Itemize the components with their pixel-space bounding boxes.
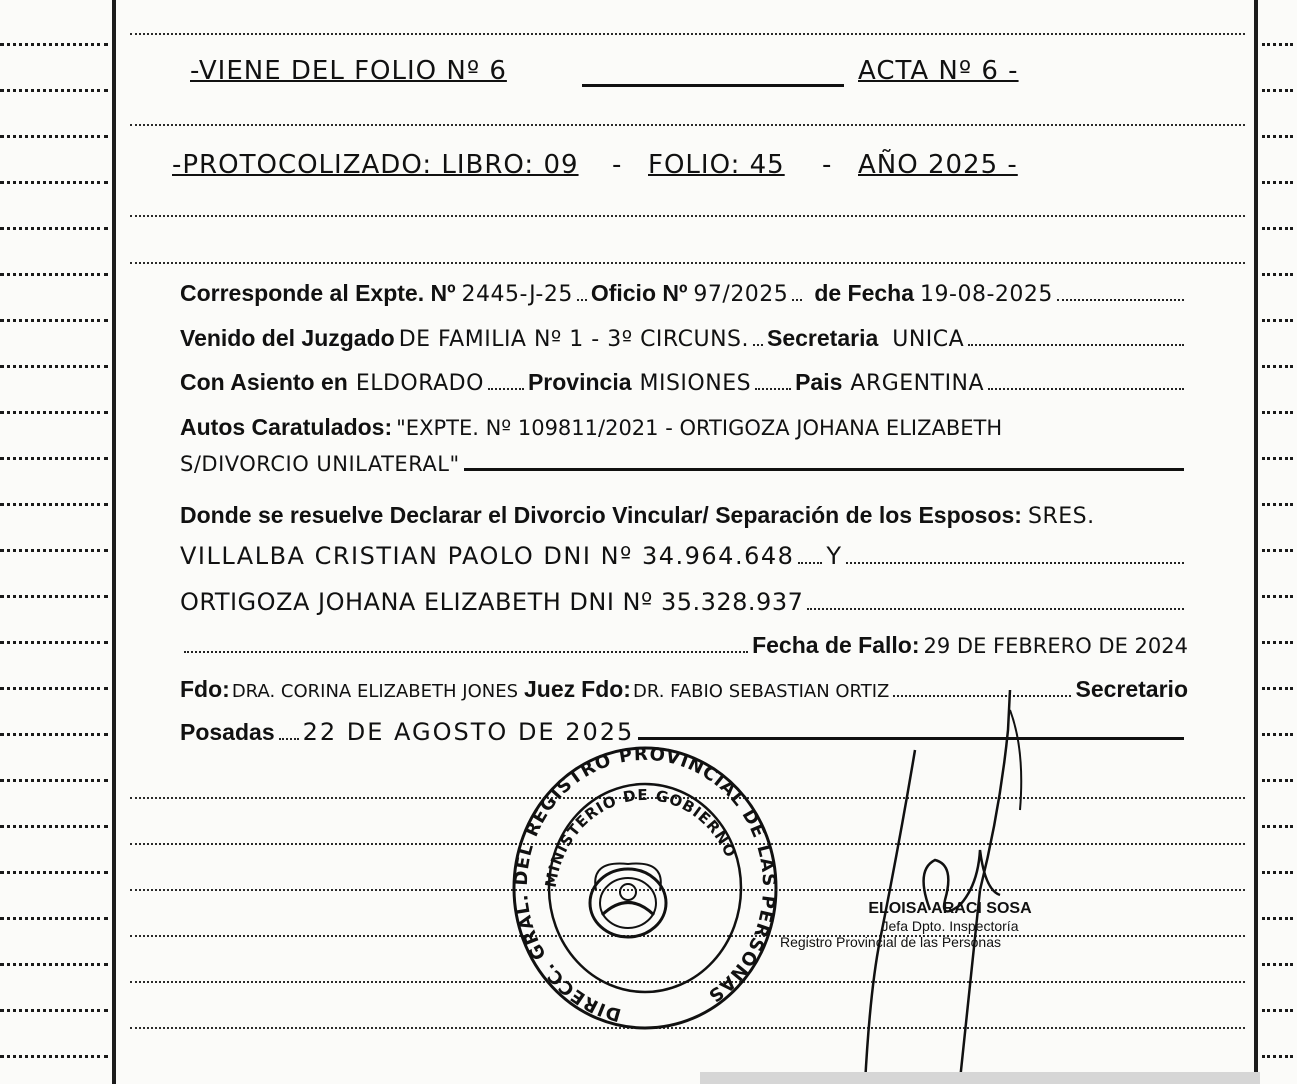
fdo2-label: Fdo: xyxy=(581,676,631,702)
esposo-2-value: ORTIGOZA JOHANA ELIZABETH DNI Nº 35.328.937 xyxy=(180,588,804,616)
handwritten-signature xyxy=(860,690,1060,1084)
protocolizado-libro: -PROTOCOLIZADO: LIBRO: 09 xyxy=(172,150,579,180)
fecha-label: de Fecha xyxy=(814,280,915,306)
seal-inner-text: MINISTERIO DE GOBIERNO xyxy=(541,785,740,889)
form-line-autos-cont xyxy=(180,452,1188,477)
left-margin-dotted-lines xyxy=(0,0,112,1084)
pais-label: Pais xyxy=(795,369,843,395)
provincia-label: Provincia xyxy=(527,369,632,395)
venido-label: Venido del Juzgado xyxy=(180,325,395,351)
official-name: ELOISA ARACI SOSA xyxy=(868,900,1032,917)
official-title-2: Registro Provincial de las Personas xyxy=(780,934,1001,950)
y-value: Y xyxy=(826,542,842,570)
pais-value: ARGENTINA xyxy=(850,371,985,396)
form-line-fallo xyxy=(180,632,1188,659)
fallo-label: Fecha de Fallo: xyxy=(752,632,920,658)
fallo-value: 29 DE FEBRERO DE 2024 xyxy=(923,634,1188,658)
secretaria-value: UNICA xyxy=(892,327,965,352)
header-separator: - xyxy=(822,150,833,180)
donde-label: Donde se resuelve Declarar el Divorcio Vincular/ Separación de los Esposos: xyxy=(180,502,1022,528)
corresponde-label: Corresponde al Expte. Nº xyxy=(180,280,456,306)
juez-label: Juez xyxy=(524,676,576,702)
autos-label: Autos Caratulados: xyxy=(180,414,393,440)
official-title-1: Jefa Dpto. Inspectoría xyxy=(881,918,1019,934)
juez-value: DRA. CORINA ELIZABETH JONES xyxy=(231,681,519,702)
seal-outer-text: DIRECC. GRAL. DEL REGISTRO PROVINCIAL DE LAS PERSONAS xyxy=(510,743,780,1026)
form-line-expediente xyxy=(180,280,1188,307)
asiento-value: ELDORADO xyxy=(355,371,484,396)
secretaria-label: Secretaria xyxy=(767,325,879,351)
form-line-esposo-1 xyxy=(180,542,1188,570)
secretario-label: Secretario xyxy=(1075,676,1188,702)
form-line-autos xyxy=(180,414,1188,441)
asiento-label: Con Asiento en xyxy=(180,369,348,395)
form-line-esposo-2 xyxy=(180,588,1188,616)
form-line-asiento xyxy=(180,369,1188,396)
coat-of-arms-icon xyxy=(590,864,666,937)
provincia-value: MISIONES xyxy=(639,371,752,396)
header-rule xyxy=(582,84,844,87)
esposo-1-value: VILLALBA CRISTIAN PAOLO DNI Nº 34.964.648 xyxy=(180,542,795,570)
right-margin-rule xyxy=(1254,0,1258,1084)
official-stamp xyxy=(780,900,1080,950)
left-margin-rule xyxy=(112,0,116,1084)
juzgado-value: DE FAMILIA Nº 1 - 3º CIRCUNS. xyxy=(398,327,749,352)
oficio-label: Oficio Nº xyxy=(590,280,688,306)
header-separator: - xyxy=(612,150,623,180)
form-line-juzgado xyxy=(180,325,1188,352)
page-edge xyxy=(700,1072,1260,1084)
protocolizado-folio: FOLIO: 45 xyxy=(648,150,785,180)
form-line-divorcio xyxy=(180,502,1188,529)
fdo-label: Fdo: xyxy=(180,676,230,702)
expte-value: 2445-J-25 xyxy=(461,282,573,307)
sres-value: SRES. xyxy=(1027,504,1095,529)
fecha-value: 19-08-2025 xyxy=(920,282,1053,307)
official-seal xyxy=(500,740,790,1040)
viene-del-folio: -VIENE DEL FOLIO Nº 6 xyxy=(190,56,507,86)
right-margin-dotted-lines xyxy=(1262,0,1297,1084)
autos-value-1: "EXPTE. Nº 109811/2021 - ORTIGOZA JOHANA ELIZABETH xyxy=(396,416,1003,440)
autos-value-2: S/DIVORCIO UNILATERAL" xyxy=(180,452,460,476)
acta-number: ACTA Nº 6 - xyxy=(858,56,1019,86)
posadas-label: Posadas xyxy=(180,719,275,745)
protocolizado-anio: AÑO 2025 - xyxy=(858,150,1018,180)
secretario-value: DR. FABIO SEBASTIAN ORTIZ xyxy=(632,681,890,702)
oficio-value: 97/2025 xyxy=(693,282,789,307)
posadas-fecha: 22 DE AGOSTO DE 2025 xyxy=(302,718,635,746)
